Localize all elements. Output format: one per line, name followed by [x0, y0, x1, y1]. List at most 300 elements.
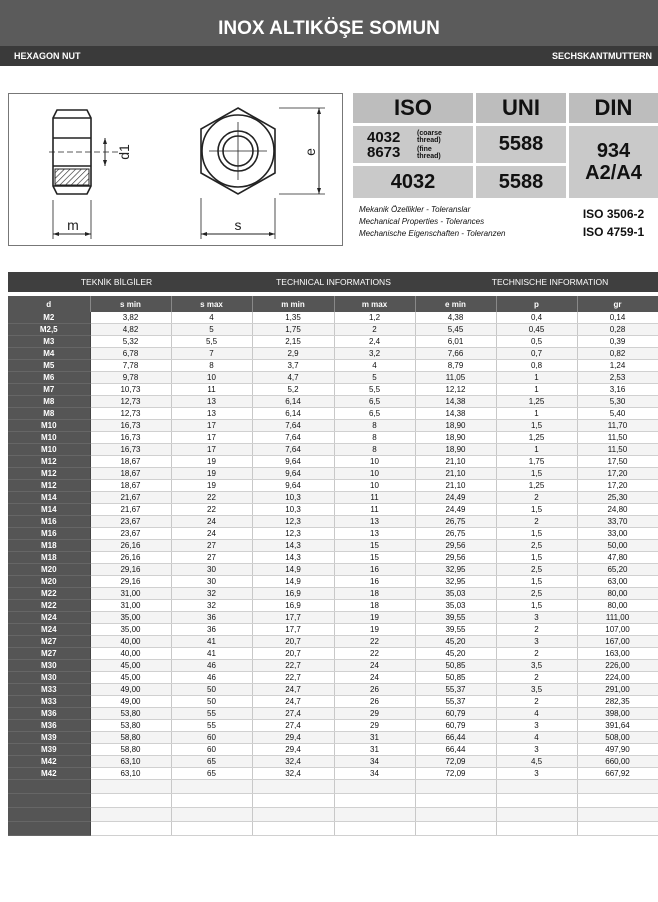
value-cell: 14,38 [415, 396, 496, 408]
value-cell: 17 [171, 420, 252, 432]
value-cell: 5,40 [577, 408, 658, 420]
value-cell: 8 [171, 360, 252, 372]
value-cell: 32 [171, 588, 252, 600]
empty-cell [496, 780, 577, 794]
value-cell: 41 [171, 648, 252, 660]
value-cell: 4,7 [252, 372, 334, 384]
value-cell: 19 [334, 624, 415, 636]
value-cell: 18 [334, 588, 415, 600]
value-cell: 60,79 [415, 720, 496, 732]
value-cell: 20,7 [252, 648, 334, 660]
value-cell: 11 [334, 492, 415, 504]
empty-cell [577, 794, 658, 808]
value-cell: 9,64 [252, 480, 334, 492]
value-cell: 46 [171, 660, 252, 672]
hex-nut-diagram-icon [9, 94, 342, 245]
section-title-en: TECHNICAL INFORMATIONS [276, 277, 391, 287]
value-cell: 45,00 [90, 660, 171, 672]
din-934: 934 [596, 140, 631, 162]
value-cell: 16,73 [90, 432, 171, 444]
value-cell: 34 [334, 768, 415, 780]
iso-4032-8673-cell [353, 126, 473, 163]
value-cell: 80,00 [577, 600, 658, 612]
value-cell: 7,78 [90, 360, 171, 372]
table-row [8, 516, 658, 528]
value-cell: 23,67 [90, 528, 171, 540]
value-cell: 33,70 [577, 516, 658, 528]
value-cell: 24 [334, 672, 415, 684]
empty-cell [415, 794, 496, 808]
value-cell: 35,00 [90, 624, 171, 636]
value-cell: 29 [334, 708, 415, 720]
value-cell: 1,5 [496, 552, 577, 564]
value-cell: 55 [171, 708, 252, 720]
value-cell: 10 [334, 456, 415, 468]
value-cell: 66,44 [415, 744, 496, 756]
value-cell: 26,16 [90, 552, 171, 564]
table-row [8, 432, 658, 444]
value-cell: 32,4 [252, 768, 334, 780]
value-cell: 50,00 [577, 540, 658, 552]
value-cell: 26,75 [415, 528, 496, 540]
value-cell: 12,3 [252, 528, 334, 540]
value-cell: 1,5 [496, 504, 577, 516]
column-header: d [8, 296, 90, 312]
column-header: gr [577, 296, 658, 312]
value-cell: 6,78 [90, 348, 171, 360]
iso-header: ISO [353, 93, 473, 123]
table-row [8, 588, 658, 600]
value-cell: 22,7 [252, 660, 334, 672]
value-cell: 4 [496, 708, 577, 720]
value-cell: 40,00 [90, 648, 171, 660]
value-cell: 21,10 [415, 468, 496, 480]
value-cell: 65,20 [577, 564, 658, 576]
table-row [8, 396, 658, 408]
value-cell: 4,5 [496, 756, 577, 768]
table-row [8, 744, 658, 756]
value-cell: 0,82 [577, 348, 658, 360]
value-cell: 2 [334, 324, 415, 336]
size-cell: M42 [8, 768, 90, 780]
value-cell: 22 [171, 504, 252, 516]
value-cell: 282,35 [577, 696, 658, 708]
label-m: m [67, 217, 79, 233]
column-header: p [496, 296, 577, 312]
value-cell: 17,7 [252, 624, 334, 636]
size-cell: M39 [8, 732, 90, 744]
value-cell: 33,00 [577, 528, 658, 540]
value-cell: 63,00 [577, 576, 658, 588]
empty-cell [334, 822, 415, 836]
value-cell: 29 [334, 720, 415, 732]
value-cell: 36 [171, 612, 252, 624]
value-cell: 1,2 [334, 312, 415, 324]
value-cell: 49,00 [90, 696, 171, 708]
size-cell: M24 [8, 624, 90, 636]
value-cell: 18,67 [90, 480, 171, 492]
din-header: DIN [569, 93, 658, 123]
value-cell: 36 [171, 624, 252, 636]
value-cell: 17,50 [577, 456, 658, 468]
value-cell: 55 [171, 720, 252, 732]
value-cell: 16,9 [252, 600, 334, 612]
empty-row [8, 808, 658, 822]
size-cell: M36 [8, 708, 90, 720]
value-cell: 11 [334, 504, 415, 516]
value-cell: 9,64 [252, 456, 334, 468]
iso-4032-note: (coarse thread) [417, 130, 442, 144]
table-row [8, 444, 658, 456]
empty-cell [252, 822, 334, 836]
table-row [8, 612, 658, 624]
value-cell: 53,80 [90, 708, 171, 720]
table-row [8, 696, 658, 708]
value-cell: 10,3 [252, 504, 334, 516]
value-cell: 2,4 [334, 336, 415, 348]
empty-cell [90, 780, 171, 794]
value-cell: 0,45 [496, 324, 577, 336]
value-cell: 32 [171, 600, 252, 612]
empty-row [8, 780, 658, 794]
value-cell: 47,80 [577, 552, 658, 564]
value-cell: 16,9 [252, 588, 334, 600]
value-cell: 12,12 [415, 384, 496, 396]
value-cell: 30 [171, 564, 252, 576]
size-cell: M18 [8, 540, 90, 552]
iso-tolerance-standards [569, 201, 658, 245]
value-cell: 1 [496, 384, 577, 396]
value-cell: 22 [171, 492, 252, 504]
value-cell: 72,09 [415, 756, 496, 768]
empty-cell [415, 780, 496, 794]
value-cell: 10 [334, 480, 415, 492]
value-cell: 14,38 [415, 408, 496, 420]
value-cell: 660,00 [577, 756, 658, 768]
table-body [8, 312, 658, 836]
empty-cell [496, 808, 577, 822]
empty-cell [577, 780, 658, 794]
value-cell: 21,10 [415, 480, 496, 492]
value-cell: 29,4 [252, 732, 334, 744]
value-cell: 24 [171, 516, 252, 528]
table-row [8, 420, 658, 432]
value-cell: 1,5 [496, 468, 577, 480]
value-cell: 1,5 [496, 420, 577, 432]
value-cell: 1 [496, 408, 577, 420]
value-cell: 20,7 [252, 636, 334, 648]
size-cell: M14 [8, 504, 90, 516]
empty-cell [8, 780, 90, 794]
empty-cell [496, 794, 577, 808]
empty-cell [171, 822, 252, 836]
value-cell: 24,49 [415, 504, 496, 516]
value-cell: 3 [496, 768, 577, 780]
size-cell: M39 [8, 744, 90, 756]
empty-cell [90, 822, 171, 836]
value-cell: 24,7 [252, 696, 334, 708]
empty-cell [334, 780, 415, 794]
value-cell: 163,00 [577, 648, 658, 660]
value-cell: 14,3 [252, 540, 334, 552]
value-cell: 39,55 [415, 624, 496, 636]
empty-cell [8, 794, 90, 808]
value-cell: 35,03 [415, 588, 496, 600]
size-cell: M8 [8, 396, 90, 408]
value-cell: 45,20 [415, 636, 496, 648]
value-cell: 50,85 [415, 660, 496, 672]
size-cell: M42 [8, 756, 90, 768]
value-cell: 2 [496, 492, 577, 504]
value-cell: 19 [171, 468, 252, 480]
value-cell: 35,00 [90, 612, 171, 624]
value-cell: 1,5 [496, 576, 577, 588]
value-cell: 13 [334, 528, 415, 540]
value-cell: 34 [334, 756, 415, 768]
value-cell: 11,50 [577, 444, 658, 456]
value-cell: 55,37 [415, 696, 496, 708]
size-cell: M12 [8, 468, 90, 480]
size-cell: M33 [8, 684, 90, 696]
subtitle-right: SECHSKANTMUTTERN [552, 51, 652, 61]
empty-cell [171, 808, 252, 822]
value-cell: 58,80 [90, 744, 171, 756]
value-cell: 3 [496, 636, 577, 648]
iso-8673-number: 8673 [367, 144, 401, 161]
table-row [8, 324, 658, 336]
value-cell: 5,5 [171, 336, 252, 348]
tolerance-text [353, 201, 566, 245]
value-cell: 398,00 [577, 708, 658, 720]
empty-row [8, 794, 658, 808]
value-cell: 9,78 [90, 372, 171, 384]
value-cell: 18,67 [90, 456, 171, 468]
value-cell: 27 [171, 540, 252, 552]
table-header-row [8, 296, 658, 312]
table-row [8, 720, 658, 732]
value-cell: 22 [334, 648, 415, 660]
value-cell: 3 [496, 720, 577, 732]
column-header: e min [415, 296, 496, 312]
size-cell: M20 [8, 576, 90, 588]
table-row [8, 312, 658, 324]
tolerance-en: Mechanical Properties - Tolerances [359, 217, 485, 226]
value-cell: 3,7 [252, 360, 334, 372]
value-cell: 32,4 [252, 756, 334, 768]
value-cell: 6,5 [334, 396, 415, 408]
empty-cell [252, 780, 334, 794]
value-cell: 29,4 [252, 744, 334, 756]
value-cell: 5,30 [577, 396, 658, 408]
table-row [8, 408, 658, 420]
value-cell: 10,73 [90, 384, 171, 396]
value-cell: 27 [171, 552, 252, 564]
value-cell: 2,5 [496, 588, 577, 600]
value-cell: 1,25 [496, 480, 577, 492]
value-cell: 0,14 [577, 312, 658, 324]
value-cell: 60,79 [415, 708, 496, 720]
table-row [8, 768, 658, 780]
value-cell: 53,80 [90, 720, 171, 732]
column-header: s max [171, 296, 252, 312]
column-header: m min [252, 296, 334, 312]
value-cell: 3 [496, 744, 577, 756]
value-cell: 26 [334, 684, 415, 696]
value-cell: 18,90 [415, 420, 496, 432]
value-cell: 2 [496, 516, 577, 528]
value-cell: 14,9 [252, 564, 334, 576]
value-cell: 226,00 [577, 660, 658, 672]
iso-4032-bottom: 4032 [353, 166, 473, 198]
value-cell: 391,64 [577, 720, 658, 732]
size-cell: M10 [8, 444, 90, 456]
value-cell: 10,3 [252, 492, 334, 504]
value-cell: 11 [171, 384, 252, 396]
value-cell: 14,9 [252, 576, 334, 588]
size-cell: M22 [8, 600, 90, 612]
size-cell: M4 [8, 348, 90, 360]
value-cell: 29,56 [415, 540, 496, 552]
table-row [8, 600, 658, 612]
uni-5588-top: 5588 [476, 126, 566, 163]
value-cell: 40,00 [90, 636, 171, 648]
value-cell: 4 [334, 360, 415, 372]
value-cell: 39,55 [415, 612, 496, 624]
iso-4032-number: 4032 [367, 129, 401, 146]
empty-cell [8, 808, 90, 822]
standards-box [353, 93, 658, 245]
size-cell: M2,5 [8, 324, 90, 336]
empty-cell [171, 794, 252, 808]
table-row [8, 756, 658, 768]
label-s: s [234, 217, 242, 233]
tolerance-tr: Mekanik Özellikler - Toleranslar [359, 205, 471, 214]
value-cell: 63,10 [90, 756, 171, 768]
value-cell: 10 [171, 372, 252, 384]
value-cell: 72,09 [415, 768, 496, 780]
value-cell: 19 [334, 612, 415, 624]
size-cell: M22 [8, 588, 90, 600]
value-cell: 13 [171, 396, 252, 408]
value-cell: 60 [171, 732, 252, 744]
value-cell: 6,14 [252, 408, 334, 420]
value-cell: 3,5 [496, 660, 577, 672]
uni-5588-bottom: 5588 [476, 166, 566, 198]
value-cell: 6,14 [252, 396, 334, 408]
value-cell: 0,39 [577, 336, 658, 348]
value-cell: 80,00 [577, 588, 658, 600]
iso-8673-note: (fine thread) [417, 146, 441, 160]
value-cell: 30 [171, 576, 252, 588]
table-row [8, 672, 658, 684]
empty-cell [496, 822, 577, 836]
table-row [8, 492, 658, 504]
table-row [8, 384, 658, 396]
value-cell: 22 [334, 636, 415, 648]
value-cell: 10 [334, 468, 415, 480]
size-cell: M8 [8, 408, 90, 420]
table-row [8, 360, 658, 372]
value-cell: 1 [496, 444, 577, 456]
value-cell: 24 [171, 528, 252, 540]
table-row [8, 336, 658, 348]
value-cell: 66,44 [415, 732, 496, 744]
value-cell: 3,5 [496, 684, 577, 696]
value-cell: 1,35 [252, 312, 334, 324]
value-cell: 21,67 [90, 504, 171, 516]
value-cell: 1,25 [496, 432, 577, 444]
table-row [8, 564, 658, 576]
size-cell: M3 [8, 336, 90, 348]
value-cell: 6,5 [334, 408, 415, 420]
size-cell: M12 [8, 456, 90, 468]
value-cell: 65 [171, 756, 252, 768]
size-cell: M27 [8, 636, 90, 648]
value-cell: 3 [496, 612, 577, 624]
size-cell: M16 [8, 516, 90, 528]
value-cell: 11,70 [577, 420, 658, 432]
size-cell: M36 [8, 720, 90, 732]
empty-cell [8, 822, 90, 836]
table-row [8, 684, 658, 696]
value-cell: 24,7 [252, 684, 334, 696]
value-cell: 4,38 [415, 312, 496, 324]
value-cell: 25,30 [577, 492, 658, 504]
value-cell: 46 [171, 672, 252, 684]
size-cell: M30 [8, 672, 90, 684]
value-cell: 12,3 [252, 516, 334, 528]
value-cell: 31 [334, 744, 415, 756]
value-cell: 2 [496, 648, 577, 660]
size-cell: M20 [8, 564, 90, 576]
value-cell: 667,92 [577, 768, 658, 780]
value-cell: 0,28 [577, 324, 658, 336]
value-cell: 7,64 [252, 444, 334, 456]
value-cell: 6,01 [415, 336, 496, 348]
value-cell: 15 [334, 540, 415, 552]
value-cell: 1,24 [577, 360, 658, 372]
value-cell: 24,80 [577, 504, 658, 516]
value-cell: 18,90 [415, 432, 496, 444]
value-cell: 2,53 [577, 372, 658, 384]
value-cell: 5,45 [415, 324, 496, 336]
section-title-tr: TEKNİK BİLGİLER [80, 277, 153, 287]
value-cell: 3,16 [577, 384, 658, 396]
empty-row [8, 822, 658, 836]
value-cell: 9,64 [252, 468, 334, 480]
iso-4759: ISO 4759-1 [582, 225, 645, 239]
value-cell: 65 [171, 768, 252, 780]
value-cell: 8 [334, 432, 415, 444]
value-cell: 26 [334, 696, 415, 708]
value-cell: 26,16 [90, 540, 171, 552]
size-cell: M10 [8, 420, 90, 432]
value-cell: 0,5 [496, 336, 577, 348]
din-a2a4: A2/A4 [585, 162, 642, 184]
value-cell: 45,00 [90, 672, 171, 684]
value-cell: 49,00 [90, 684, 171, 696]
value-cell: 60 [171, 744, 252, 756]
value-cell: 2,5 [496, 564, 577, 576]
value-cell: 0,4 [496, 312, 577, 324]
value-cell: 18,90 [415, 444, 496, 456]
value-cell: 1,75 [496, 456, 577, 468]
value-cell: 7,66 [415, 348, 496, 360]
value-cell: 224,00 [577, 672, 658, 684]
size-cell: M18 [8, 552, 90, 564]
table-row [8, 468, 658, 480]
value-cell: 5,5 [334, 384, 415, 396]
